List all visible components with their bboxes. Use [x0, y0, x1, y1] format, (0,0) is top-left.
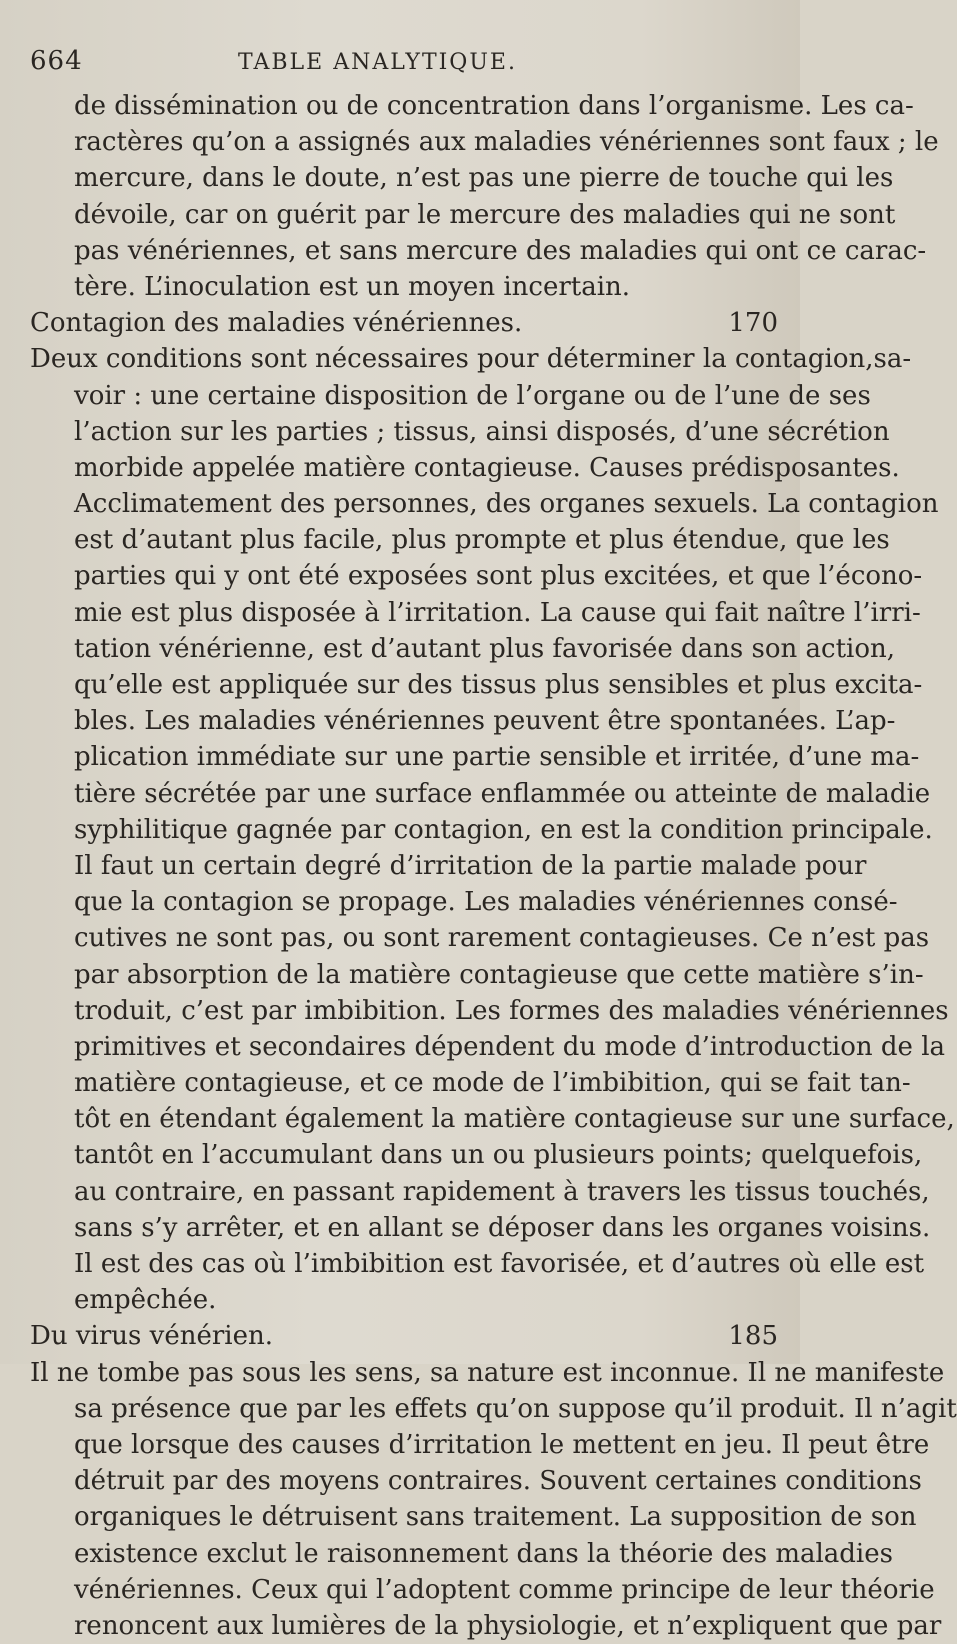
page-number: 664 — [30, 46, 83, 76]
text-line: syphilitique gagnée par contagion, en est la condition principale. — [74, 814, 933, 845]
text-line: tantôt en l’accumulant dans un ou plusieurs points; quelquefois, — [74, 1140, 923, 1171]
body-text — [30, 88, 957, 1644]
entry-contagion — [30, 305, 955, 1318]
entry-heading-row — [30, 1318, 790, 1354]
text-line: au contraire, en passant rapidement à travers les tissus touchés, — [74, 1176, 930, 1207]
text-line: sans s’y arrêter, et en allant se déposer dans les organes voisins. — [74, 1212, 931, 1243]
text-line: que lorsque des causes d’irritation le mettent en jeu. Il peut être — [74, 1429, 930, 1460]
text-line: tation vénérienne, est d’autant plus favorisée dans son action, — [74, 633, 896, 664]
text-line: de dissémination ou de concentration dans l’organisme. Les ca- — [74, 91, 914, 121]
text-line: dévoile, car on guérit par le mercure des maladies qui ne sont — [74, 199, 896, 230]
entry-first-line: Il ne tombe pas sous les sens, sa nature est inconnue. Il ne manifeste — [30, 1357, 945, 1388]
entry-virus — [30, 1318, 957, 1644]
text-line: pas vénériennes, et sans mercure des maladies qui ont ce carac- — [74, 235, 927, 266]
text-line: matière contagieuse, et ce mode de l’imbibition, qui se fait tan- — [74, 1068, 911, 1099]
text-line: Il est des cas où l’imbibition est favorisée, et d’autres où elle est — [74, 1249, 925, 1279]
text-line: qu’elle est appliquée sur des tissus plus sensibles et plus excita- — [74, 670, 923, 700]
text-line: bles. Les maladies vénériennes peuvent être spontanées. L’ap- — [74, 706, 896, 737]
text-line: voir : une certaine disposition de l’organe ou de l’une de ses — [74, 380, 871, 411]
intro-paragraph — [30, 88, 939, 305]
text-line: cutives ne sont pas, ou sont rarement contagieuses. Ce n’est pas — [74, 923, 930, 954]
running-title: TABLE ANALYTIQUE. — [238, 50, 517, 75]
entry-heading-row — [30, 305, 790, 341]
text-line: empêchée. — [74, 1285, 217, 1316]
text-line: sa présence que par les effets qu’on suppose qu’il produit. Il n’agit — [74, 1393, 957, 1424]
text-line: mercure, dans le doute, n’est pas une pierre de touche qui les — [74, 163, 894, 194]
entry-page-ref: 185 — [728, 1321, 778, 1352]
text-line: détruit par des moyens contraires. Souvent certaines conditions — [74, 1466, 922, 1497]
page-header — [30, 46, 770, 86]
entry-heading: Contagion des maladies vénériennes. — [30, 308, 523, 339]
text-line: Acclimatement des personnes, des organes sexuels. La contagion — [74, 489, 939, 520]
text-line: tière sécrétée par une surface enflammée ou atteinte de maladie — [74, 778, 931, 809]
text-line: primitives et secondaires dépendent du mode d’introduction de la — [74, 1031, 946, 1062]
entry-page-ref: 170 — [728, 308, 778, 339]
entry-heading: Du virus vénérien. — [30, 1321, 273, 1352]
text-line: Il faut un certain degré d’irritation de la partie malade pour — [74, 850, 867, 881]
text-line: tère. L’inoculation est un moyen incertain. — [74, 271, 631, 302]
text-line: tôt en étendant également la matière contagieuse sur une surface, — [74, 1104, 955, 1135]
text-line: organiques le détruisent sans traitement. La supposition de son — [74, 1502, 917, 1533]
text-line: ractères qu’on a assignés aux maladies vénériennes sont faux ; le — [74, 127, 939, 158]
text-line: parties qui y ont été exposées sont plus excitées, et que l’écono- — [74, 561, 923, 592]
text-line: par absorption de la matière contagieuse que cette matière s’in- — [74, 959, 924, 990]
text-line: plication immédiate sur une partie sensible et irritée, d’une ma- — [74, 742, 920, 773]
text-line: morbide appelée matière contagieuse. Causes prédisposantes. — [74, 452, 900, 483]
entry-first-line: Deux conditions sont nécessaires pour déterminer la contagion,sa- — [30, 344, 912, 375]
text-line: l’action sur les parties ; tissus, ainsi disposés, d’une sécrétion — [74, 416, 890, 447]
text-line: renoncent aux lumières de la physiologie, et n’expliquent que par — [74, 1610, 942, 1641]
text-line: que la contagion se propage. Les maladies vénériennes consé- — [74, 887, 898, 918]
text-line: troduit, c’est par imbibition. Les formes des maladies vénériennes — [74, 995, 949, 1026]
text-line: mie est plus disposée à l’irritation. La cause qui fait naître l’irri- — [74, 597, 921, 628]
text-line: est d’autant plus facile, plus prompte et plus étendue, que les — [74, 525, 890, 556]
text-line: existence exclut le raisonnement dans la théorie des maladies — [74, 1538, 893, 1569]
text-line: vénériennes. Ceux qui l’adoptent comme principe de leur théorie — [74, 1574, 935, 1605]
